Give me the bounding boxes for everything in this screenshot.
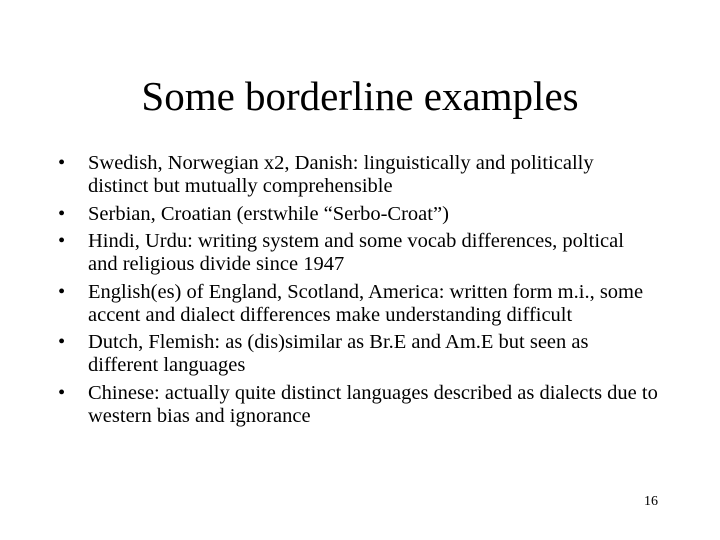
bullet-text: Chinese: actually quite distinct languages described as dialects due to western bias and ignorance bbox=[88, 381, 658, 427]
bullet-item bbox=[58, 152, 658, 198]
bullet-text: Dutch, Flemish: as (dis)similar as Br.E and Am.E but seen as different languages bbox=[88, 331, 589, 376]
bullet-list bbox=[58, 152, 658, 432]
bullet-point-icon: • bbox=[58, 331, 66, 353]
bullet-point-icon: • bbox=[58, 230, 66, 252]
bullet-text: Hindi, Urdu: writing system and some vocab differences, poltical and religious divide since 1947 bbox=[88, 230, 624, 275]
bullet-text: Swedish, Norwegian x2, Danish: linguistically and politically distinct but mutually comprehensible bbox=[88, 152, 594, 197]
bullet-text: Serbian, Croatian (erstwhile “Serbo-Croat”) bbox=[88, 202, 449, 225]
bullet-point-icon: • bbox=[58, 152, 66, 174]
bullet-point-icon: • bbox=[58, 280, 66, 303]
bullet-text: English(es) of England, Scotland, America: written form m.i., some accent and dialect differences make understanding difficult bbox=[88, 280, 644, 326]
bullet-item bbox=[58, 382, 658, 428]
slide-title: Some borderline examples bbox=[141, 73, 579, 119]
bullet-point-icon: • bbox=[58, 381, 66, 404]
bullet-item bbox=[58, 281, 658, 327]
bullet-item bbox=[58, 230, 658, 276]
bullet-item bbox=[58, 331, 658, 377]
page-number: 16 bbox=[644, 494, 658, 509]
bullet-point-icon: • bbox=[58, 202, 66, 225]
bullet-item bbox=[58, 203, 658, 226]
